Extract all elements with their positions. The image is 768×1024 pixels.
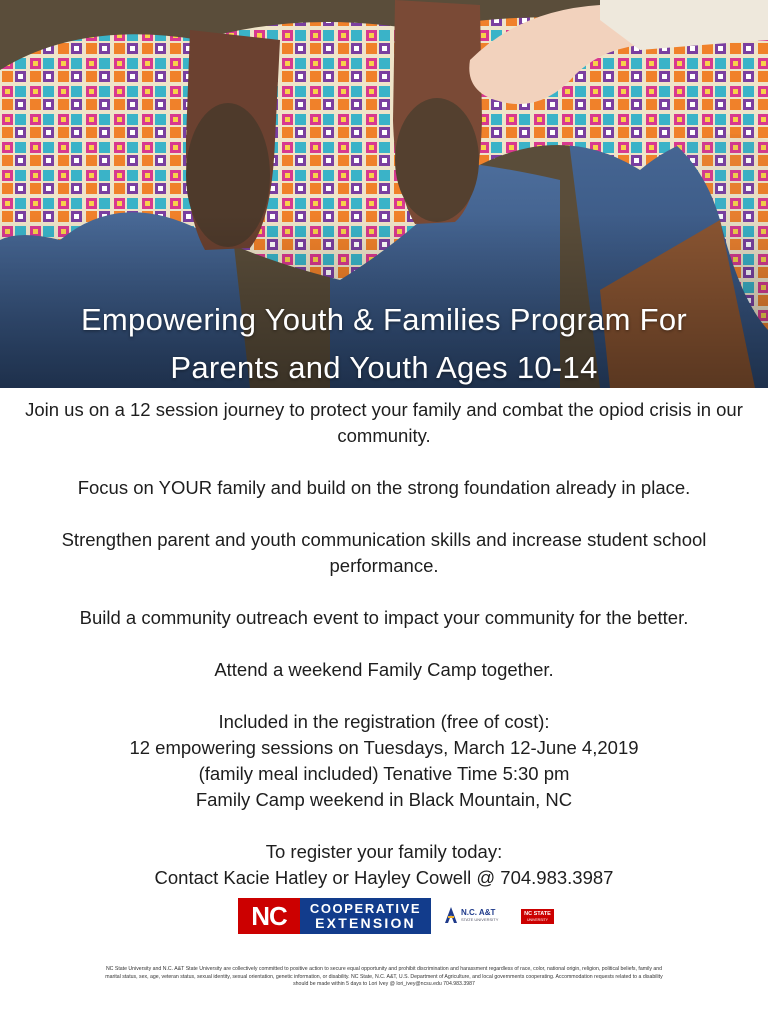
contact-line: To register your family today: — [265, 841, 503, 862]
disclaimer-text: NC State University and N.C. A&T State University are collectively committed to positive action to secure equal opportunity and prohibit discrimination and harassment regardless of race, color, national origin, religion, political beliefs, family and marital status, sex, age, veteran status, sexual identity, sexual orientation, genetic information, or disability. NC State, N.C. A&T, U.S. Department of Agriculture, and local governments cooperating. Accommodation requests related to a disability should be made within 5 days to Lori Ivey @ lori_ivey@ncsu.edu 704.983.3987 — [105, 966, 663, 987]
included-line: Family Camp weekend in Black Mountain, NC — [195, 789, 573, 810]
nc-at-logo — [445, 907, 498, 923]
nc-state-logo — [521, 909, 554, 924]
cooperative-extension-wordmark — [300, 898, 431, 934]
paragraph-strengthen: Strengthen parent and youth communication skills and increase student school performance. — [61, 529, 707, 576]
logos-row — [0, 898, 768, 938]
included-block — [0, 709, 768, 813]
contact-line: Contact Kacie Hatley or Hayley Cowell @ 704.983.3987 — [154, 867, 614, 888]
coop-line-1: COOPERATIVE — [309, 901, 422, 916]
contact-block — [0, 839, 768, 891]
paragraph-journey: Join us on a 12 session journey to protect your family and combat the opiod crisis in our community. — [25, 399, 743, 446]
coop-line-2: EXTENSION — [315, 915, 416, 931]
hero-photo — [0, 0, 768, 388]
nc-state-name: NC STATE — [524, 911, 551, 917]
page-title — [0, 296, 768, 388]
body-copy — [0, 397, 768, 917]
included-line: (family meal included) Tenative Time 5:30 pm — [198, 763, 570, 784]
included-line: 12 empowering sessions on Tuesdays, March 12-June 4,2019 — [129, 737, 639, 758]
paragraph-camp: Attend a weekend Family Camp together. — [214, 659, 554, 680]
nc-cooperative-extension-logo — [238, 898, 431, 934]
nc-logo-mark: NC — [238, 898, 300, 934]
nc-state-sub: UNIVERSITY — [526, 918, 548, 922]
aggie-mark-icon — [445, 907, 457, 923]
title-line-1: Empowering Youth & Families Program For — [80, 302, 688, 337]
nc-at-wordmark — [461, 909, 498, 922]
paragraph-outreach: Build a community outreach event to impact your community for the better. — [79, 607, 689, 628]
title-line-2: Parents and Youth Ages 10-14 — [170, 350, 598, 385]
nc-at-sub: STATE UNIVERSITY — [461, 916, 499, 922]
included-line: Included in the registration (free of cost): — [218, 711, 550, 732]
paragraph-focus: Focus on YOUR family and build on the strong foundation already in place. — [77, 477, 691, 498]
nc-at-name: N.C. A&T — [461, 907, 496, 917]
